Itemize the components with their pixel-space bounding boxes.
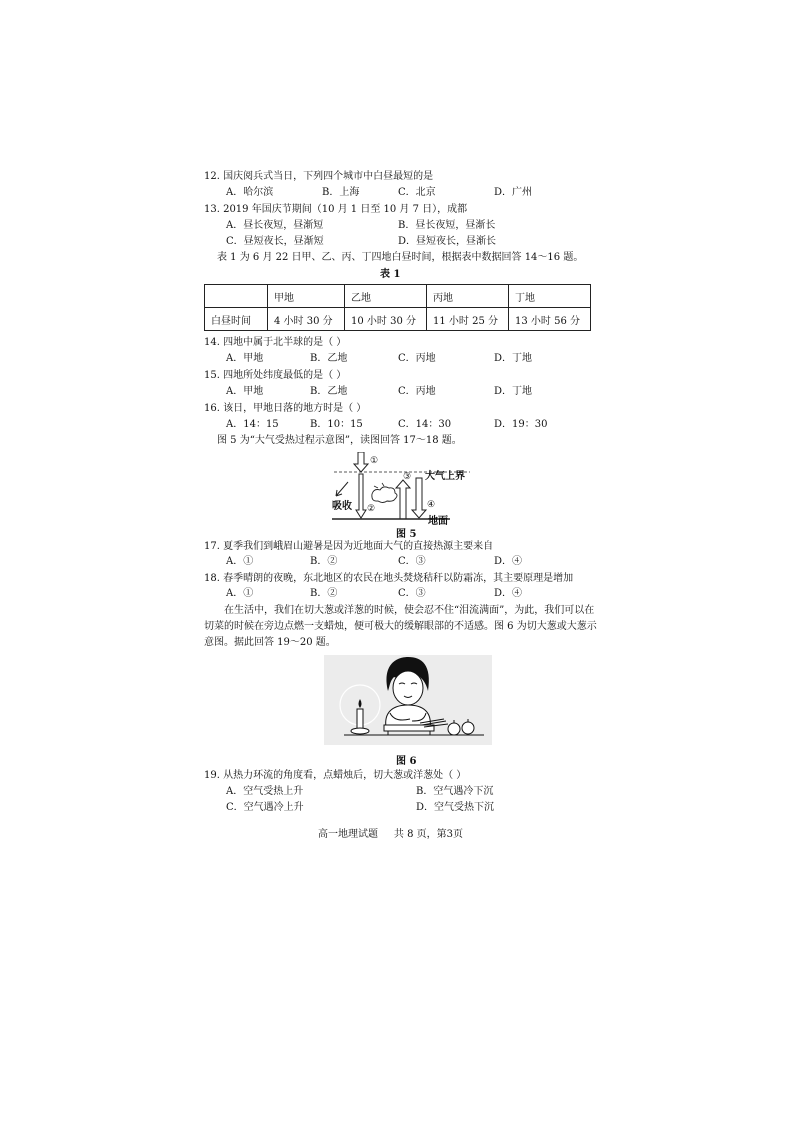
q16-stem: 16. 该日，甲地日落的地方时是（ ） [204,403,367,414]
q13-option-c[interactable]: C．昼短夜长，昼渐短 [226,236,324,247]
q15-option-c[interactable]: C．丙地 [398,386,436,397]
q12-option-b[interactable]: B．上海 [322,187,360,198]
arrow-1-solar-radiation [354,452,368,472]
q13-option-d[interactable]: D．昼短夜长，昼渐长 [398,236,497,247]
table-row [205,308,591,331]
table-cell-ding: 13 小时 56 分 [509,308,591,331]
fig5-absorb-label: 吸收 [332,501,352,512]
passage-line-3: 意图。据此回答 19～20 题。 [204,637,336,648]
arrow-4-atmospheric-counter-radiation [412,478,426,518]
q16-option-c[interactable]: C．14：30 [398,419,452,430]
table-header-bing: 丙地 [427,285,509,308]
q15-option-a[interactable]: A．甲地 [226,386,264,397]
table-intro: 表 1 为 6 月 22 日甲、乙、丙、丁四地白昼时间，根据表中数据回答 14～16 题。 [217,252,584,263]
fig5-label-2: ② [367,504,376,514]
figure-5 [330,452,480,527]
q14-stem: 14. 四地中属于北半球的是（ ） [204,337,347,348]
arrow-3-ground-radiation [396,480,410,519]
q14-option-c[interactable]: C．丙地 [398,353,436,364]
page-footer: 高一地理试题 共 8 页，第3页 [318,829,463,840]
q15-option-d[interactable]: D．丁地 [494,386,533,397]
q19-option-b[interactable]: B．空气遇冷下沉 [416,786,494,797]
q14-option-a[interactable]: A．甲地 [226,353,264,364]
q19-stem: 19. 从热力环流的角度看，点蜡烛后，切大葱或洋葱处（ ） [204,770,467,781]
q19-option-d[interactable]: D．空气受热下沉 [416,802,495,813]
q17-option-b[interactable]: B．② [310,556,338,567]
figure-6 [324,655,492,745]
cutting-board [384,725,434,731]
q16-option-a[interactable]: A．14：15 [226,419,279,430]
arrow-2-ground-absorption [356,474,366,518]
atmosphere-heating-diagram [330,452,480,524]
q12-option-a[interactable]: A．哈尔滨 [226,187,274,198]
q19-option-c[interactable]: C．空气遇冷上升 [226,802,304,813]
candle-holder [351,728,369,734]
table-row-label: 白昼时间 [205,308,268,331]
flame-icon [359,699,362,708]
fig5-top-label: 大气上界 [425,471,465,482]
q17-option-a[interactable]: A．① [226,556,254,567]
face-shape [393,671,423,705]
q17-option-d[interactable]: D．④ [494,556,523,567]
q18-option-d[interactable]: D．④ [494,588,523,599]
daylight-table [204,284,591,331]
q18-option-c[interactable]: C．③ [398,588,426,599]
passage-line-1: 在生活中，我们在切大葱或洋葱的时候，使会忍不住“泪流满面”，为此，我们可以在 [224,605,595,616]
onion-icon-1 [448,723,460,735]
table-header-jia: 甲地 [268,285,345,308]
table-caption: 表 1 [380,269,401,280]
fig5-caption: 图 5 [396,529,417,540]
q16-option-d[interactable]: D．19：30 [494,419,548,430]
q17-option-c[interactable]: C．③ [398,556,426,567]
q18-stem: 18. 春季晴朗的夜晚，东北地区的农民在地头焚烧秸秆以防霜冻，其主要原理是增加 [204,573,574,584]
q14-option-d[interactable]: D．丁地 [494,353,533,364]
q17-stem: 17. 夏季我们到峨眉山避暑是因为近地面大气的直接热源主要来自 [204,541,494,552]
q18-option-b[interactable]: B．② [310,588,338,599]
table-cell-jia: 4 小时 30 分 [268,308,345,331]
q13-option-b[interactable]: B．昼长夜短，昼渐长 [398,220,496,231]
absorb-arrow [336,482,348,496]
table-cell-bing: 11 小时 25 分 [427,308,509,331]
fig5-label-4: ④ [427,500,436,510]
fig5-label-3: ③ [403,472,412,482]
q12-option-d[interactable]: D．广州 [494,187,533,198]
onion-cutting-illustration [324,655,492,745]
q16-option-b[interactable]: B．10：15 [310,419,363,430]
table-header-ding: 丁地 [509,285,591,308]
q14-option-b[interactable]: B．乙地 [310,353,348,364]
q12-stem: 12. 国庆阅兵式当日，下列四个城市中白昼最短的是 [204,171,434,182]
fig5-ground-label: 地面 [428,516,448,527]
fig5-intro: 图 5 为“大气受热过程示意图”，读图回答 17～18 题。 [217,435,462,446]
q19-option-a[interactable]: A．空气受热上升 [226,786,304,797]
q15-stem: 15. 四地所处纬度最低的是（ ） [204,370,347,381]
table-header-yi: 乙地 [345,285,427,308]
q13-option-a[interactable]: A．昼长夜短，昼渐短 [226,220,324,231]
q12-option-c[interactable]: C．北京 [398,187,436,198]
fig6-caption: 图 6 [396,756,417,767]
q18-option-a[interactable]: A．① [226,588,254,599]
cloud-icon [372,487,397,503]
candle-icon [357,709,363,729]
table-header-empty [205,285,268,308]
onion-icon-2 [462,722,474,734]
table-header-row [205,285,591,308]
fig5-label-1: ① [370,456,379,466]
q13-stem: 13. 2019 年国庆节期间（10 月 1 日至 10 月 7 日），成都 [204,204,468,215]
passage-line-2: 切菜的时候在旁边点燃一支蜡烛，便可极大的缓解眼部的不适感。图 6 为切大葱或大葱示 [204,621,597,632]
table-cell-yi: 10 小时 30 分 [345,308,427,331]
q15-option-b[interactable]: B．乙地 [310,386,348,397]
